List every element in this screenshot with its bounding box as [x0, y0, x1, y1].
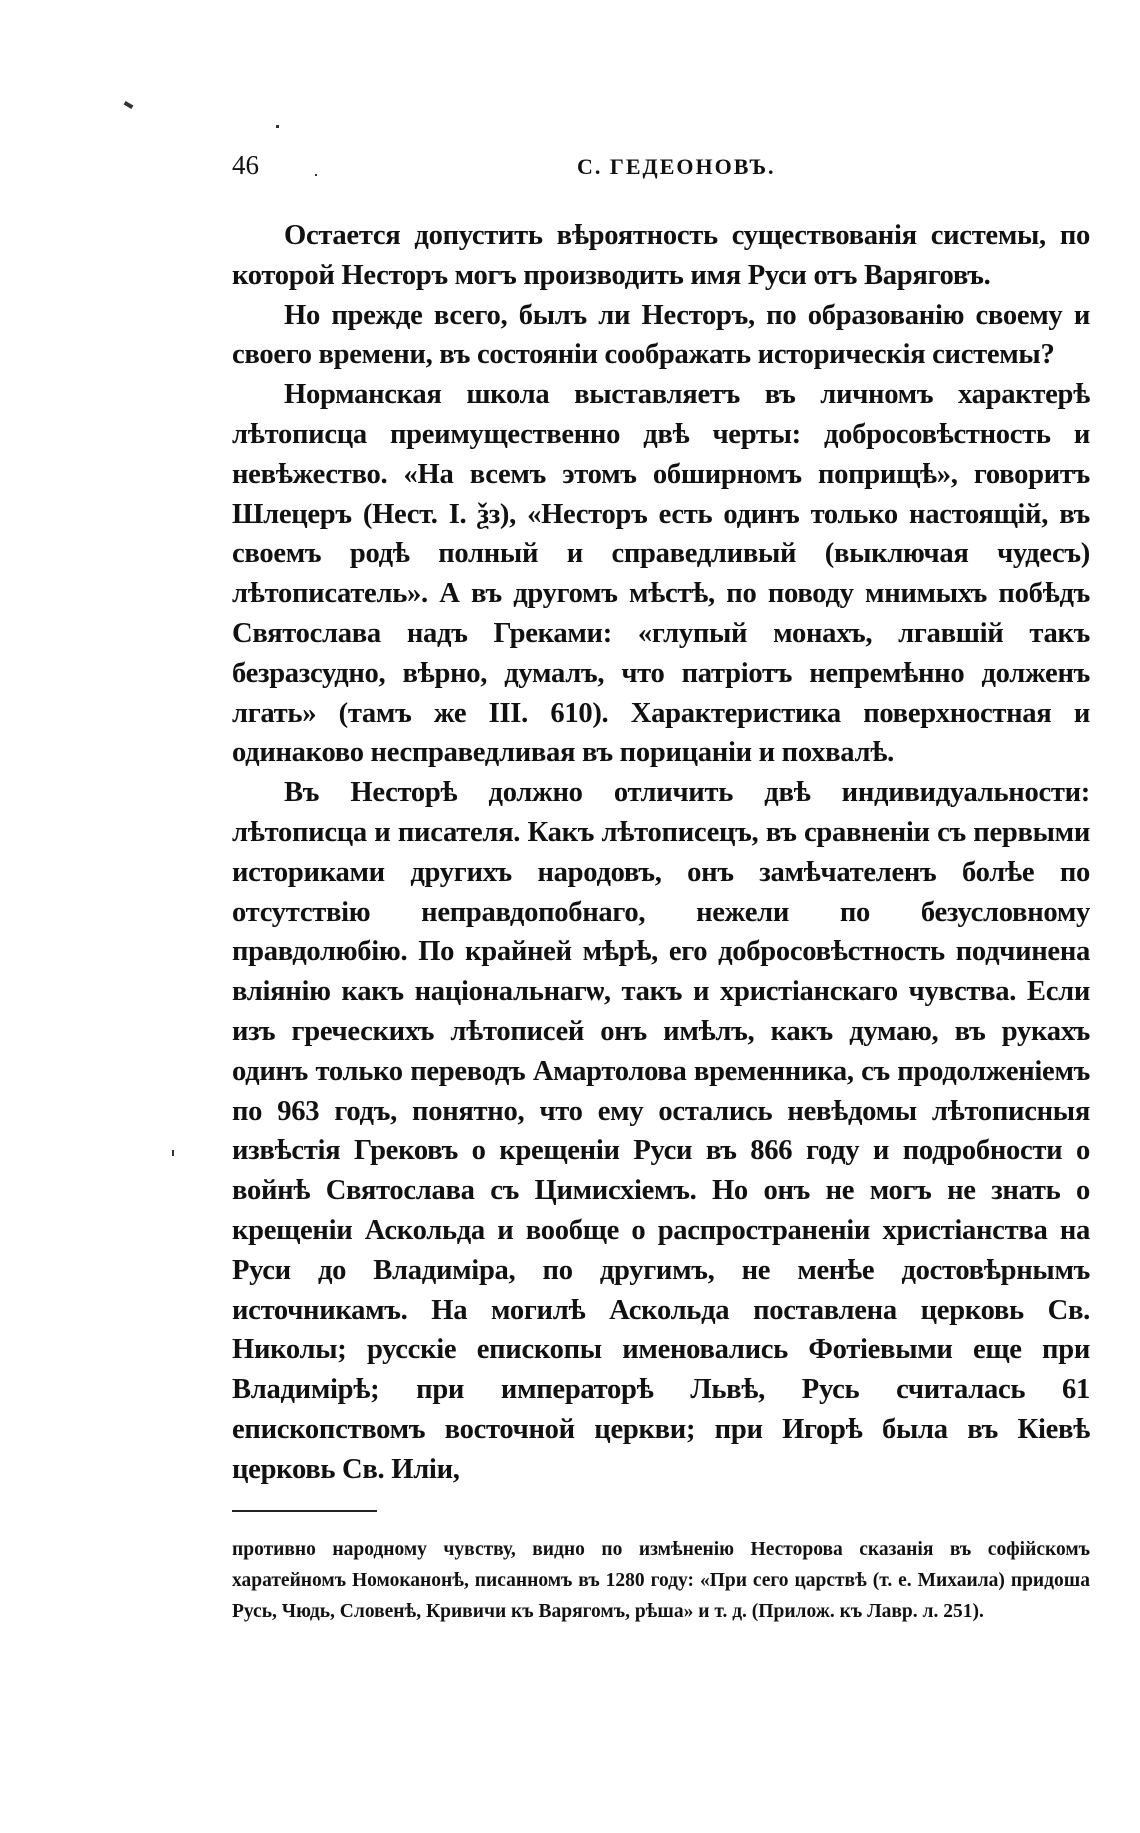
footnote: противно народному чувству, видно по измѣненію Несторова сказанія въ софійскомъ харатейномъ Номоканонѣ, писанномъ въ 1280 году: «При сего царствѣ (т. е. Михаила) придоша Русь, Чюдь, Словенѣ, Кривичи къ Варягомъ, рѣша» и т. д. (Прилож. къ Лавр. л. 251).	[232, 1539, 1090, 1622]
running-title: С. ГЕДЕОНОВЪ.	[577, 154, 776, 179]
scan-speck	[276, 125, 279, 128]
paragraph: Норманская школа выставляетъ въ личномъ характерѣ лѣтописца преимущественно двѣ черты: добросовѣстность и невѣжество. «На всемъ этомъ обширномъ поприщѣ», говоритъ Шлецеръ (Нест. I. ѯз), «Несторъ есть одинъ только настоящій, въ своемъ родѣ полный и справедливый (выключая чудесъ) лѣтописатель». А въ другомъ мѣстѣ, по поводу мнимыхъ побѣдъ Святослава надъ Греками: «глупый монахъ, лгавшій такъ безразсудно, вѣрно, думалъ, что патріотъ непремѣнно долженъ лгать» (тамъ же III. 610). Характеристика поверхностная и одинаково несправедливая въ порицаніи и похвалѣ.	[232, 379, 1090, 769]
paragraph: Но прежде всего, былъ ли Несторъ, по образованію своему и своего времени, въ состояніи соображать историческія системы?	[232, 299, 1090, 371]
running-header	[232, 150, 1102, 190]
footnote-divider	[232, 1510, 377, 1512]
main-text	[232, 216, 1090, 1490]
scan-speck	[172, 1150, 174, 1156]
scan-speck	[124, 101, 134, 109]
page-number: 46	[232, 150, 259, 180]
paragraph: Остается допустить вѣроятность существованія системы, по которой Несторъ могъ производить имя Руси отъ Варяговъ.	[232, 220, 1090, 291]
paragraph: Въ Несторѣ должно отличить двѣ индивидуальности: лѣтописца и писателя. Какъ лѣтописецъ, въ сравненіи съ первыми историками другихъ народовъ, онъ замѣчателенъ болѣе по отсутствію неправдопобнаго, нежели по безусловному правдолюбію. По крайней мѣрѣ, его добросовѣстность подчинена вліянію какъ національнагѡ, такъ и христіанскаго чувства. Если изъ греческихъ лѣтописей онъ имѣлъ, какъ думаю, въ рукахъ одинъ только переводъ Амартолова временника, съ продолженіемъ по 963 годъ, понятно, что ему остались невѣдомы лѣтописныя извѣстія Грековъ о крещеніи Руси въ 866 году и подробности о войнѣ Святослава съ Цимисхіемъ. Но онъ не могъ не знать о крещеніи Аскольда и вообще о распространеніи христіанства на Руси до Владиміра, по другимъ, не менѣе достовѣрнымъ источникамъ. На могилѣ Аскольда поставлена церковь Св. Николы; русскіе епископы именовались Фотіевыми еще при Владимірѣ; при императорѣ Львѣ, Русь считалась 61 епископствомъ восточной церкви; при Игорѣ была въ Кіевѣ церковь Св. Иліи,	[232, 777, 1090, 1485]
scan-speck	[315, 174, 317, 176]
